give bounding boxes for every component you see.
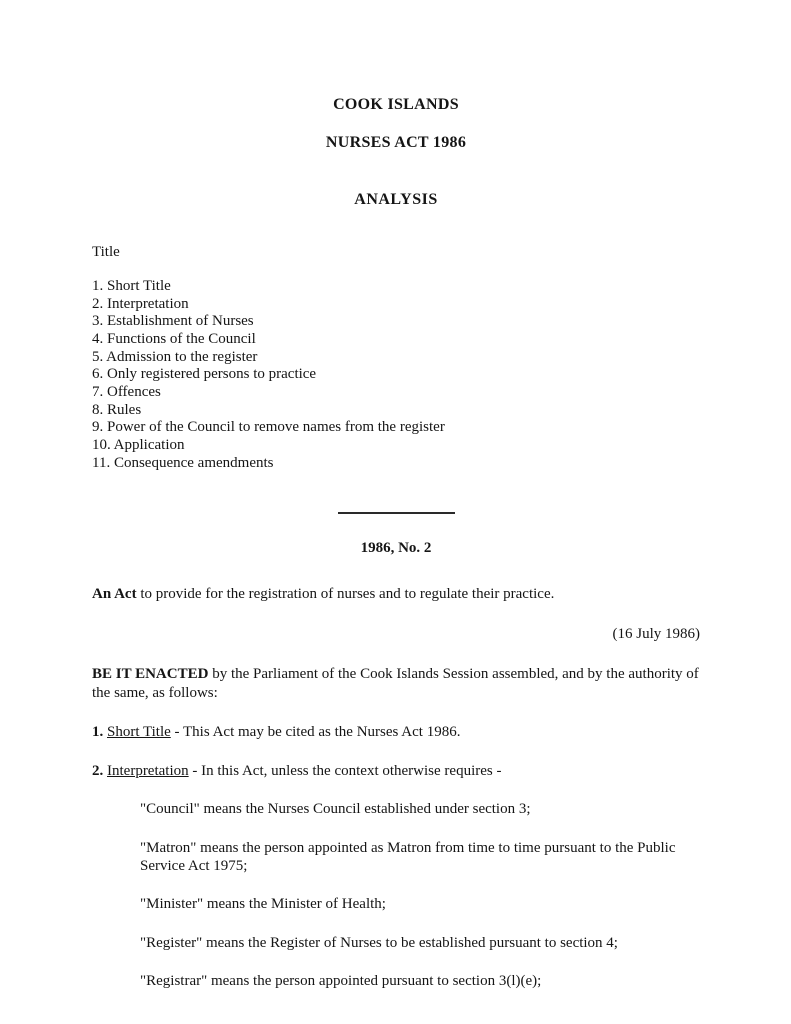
section-1-body: - This Act may be cited as the Nurses Act 1986. (174, 723, 461, 740)
enacting-clause-lead: BE IT ENACTED (92, 666, 209, 683)
long-title-paragraph (92, 585, 700, 603)
toc-item-9: 9. Power of the Council to remove names from the register (92, 419, 445, 436)
toc-item-8: 8. Rules (92, 401, 142, 418)
toc-item-10: 10. Application (92, 437, 185, 454)
section-1-number: 1. (92, 723, 104, 740)
toc-item-3: 3. Establishment of Nurses (92, 313, 254, 330)
enacting-clause-paragraph (92, 665, 700, 702)
analysis-heading: ANALYSIS (354, 191, 438, 209)
definition-matron: "Matron" means the person appointed as Matron from time to time pursuant to the Public Service Act 1975; (140, 839, 676, 875)
section-1-paragraph (92, 723, 700, 741)
toc-heading: Title (92, 243, 120, 260)
definition-register: "Register" means the Register of Nurses to be established pursuant to section 4; (140, 934, 618, 951)
long-title-lead: An Act (92, 585, 137, 602)
toc-list (92, 278, 700, 473)
document-act-title: NURSES ACT 1986 (325, 133, 467, 151)
document-country-heading: COOK ISLANDS (333, 96, 459, 113)
toc-item-7: 7. Offences (92, 383, 161, 400)
toc-item-4: 4. Functions of the Council (92, 330, 256, 347)
act-number: 1986, No. 2 (360, 540, 432, 557)
definition-registrar: "Registrar" means the person appointed pursuant to section 3(l)(e); (140, 972, 542, 989)
toc-item-6: 6. Only registered persons to practice (92, 366, 317, 383)
section-1-title: Short Title (107, 723, 171, 740)
section-2-body: - In this Act, unless the context otherwise requires - (192, 763, 502, 780)
assent-date: (16 July 1986) (612, 626, 700, 642)
definition-council: "Council" means the Nurses Council established under section 3; (140, 801, 531, 818)
definition-minister: "Minister" means the Minister of Health; (140, 896, 386, 913)
long-title-text: to provide for the registration of nurses and to regulate their practice. (136, 585, 555, 602)
toc-item-1: 1. Short Title (92, 277, 171, 294)
enacting-clause-text: by the Parliament of the Cook Islands Session assembled, and by the authority of the same, as follows: (92, 666, 699, 701)
toc-item-2: 2. Interpretation (92, 295, 189, 312)
section-divider (338, 512, 455, 514)
section-2-title: Interpretation (107, 763, 189, 780)
section-2-paragraph (92, 762, 700, 780)
toc-item-11: 11. Consequence amendments (92, 454, 274, 471)
toc-item-5: 5. Admission to the register (92, 348, 258, 365)
section-2-number: 2. (92, 763, 104, 780)
